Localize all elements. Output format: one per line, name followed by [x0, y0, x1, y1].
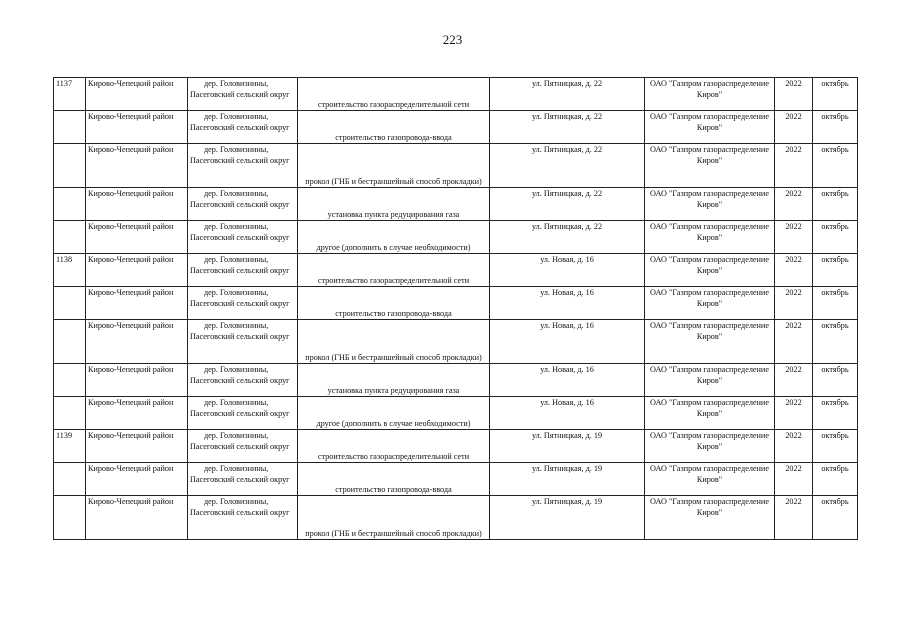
work-type-cell: строительство газопровода-ввода — [298, 287, 490, 320]
table-row — [54, 111, 858, 144]
locality-district: Пасеговский сельский округ — [190, 375, 290, 385]
table-row — [54, 430, 858, 463]
address-cell: ул. Пятницкая, д. 22 — [490, 144, 645, 188]
year-cell: 2022 — [775, 463, 813, 496]
locality-settlement: дер. Головизнины, — [204, 497, 269, 506]
month-cell: октябрь — [813, 254, 858, 287]
address-cell: ул. Пятницкая, д. 19 — [490, 463, 645, 496]
locality-settlement: дер. Головизнины, — [204, 255, 269, 264]
work-type-cell: прокол (ГНБ и бестраншейный способ прокладки) — [298, 320, 490, 364]
locality-district: Пасеговский сельский округ — [190, 331, 290, 341]
organization-cell: ОАО "Газпром газораспределение Киров" — [645, 111, 775, 144]
address-cell: ул. Новая, д. 16 — [490, 397, 645, 430]
locality-settlement: дер. Головизнины, — [204, 79, 269, 88]
month-cell: октябрь — [813, 188, 858, 221]
work-type-cell: строительство газораспределительной сети — [298, 78, 490, 111]
address-cell: ул. Новая, д. 16 — [490, 287, 645, 320]
organization-cell: ОАО "Газпром газораспределение Киров" — [645, 320, 775, 364]
locality-cell — [188, 397, 298, 430]
organization-cell: ОАО "Газпром газораспределение Киров" — [645, 254, 775, 287]
locality-district: Пасеговский сельский округ — [190, 122, 290, 132]
district-cell: Кирово-Чепецкий район — [86, 188, 188, 221]
address-cell: ул. Пятницкая, д. 22 — [490, 111, 645, 144]
object-number-cell — [54, 144, 86, 188]
district-cell: Кирово-Чепецкий район — [86, 496, 188, 540]
year-cell: 2022 — [775, 144, 813, 188]
year-cell: 2022 — [775, 287, 813, 320]
address-cell: ул. Новая, д. 16 — [490, 364, 645, 397]
locality-cell — [188, 496, 298, 540]
month-cell: октябрь — [813, 397, 858, 430]
table-row — [54, 254, 858, 287]
object-number-cell: 1137 — [54, 78, 86, 111]
locality-district: Пасеговский сельский округ — [190, 441, 290, 451]
work-type-cell: прокол (ГНБ и бестраншейный способ прокладки) — [298, 496, 490, 540]
year-cell: 2022 — [775, 221, 813, 254]
district-cell: Кирово-Чепецкий район — [86, 397, 188, 430]
district-cell: Кирово-Чепецкий район — [86, 364, 188, 397]
year-cell: 2022 — [775, 188, 813, 221]
locality-district: Пасеговский сельский округ — [190, 474, 290, 484]
object-number-cell — [54, 188, 86, 221]
work-type-cell: строительство газораспределительной сети — [298, 430, 490, 463]
month-cell: октябрь — [813, 144, 858, 188]
organization-cell: ОАО "Газпром газораспределение Киров" — [645, 397, 775, 430]
address-cell: ул. Пятницкая, д. 19 — [490, 496, 645, 540]
month-cell: октябрь — [813, 221, 858, 254]
month-cell: октябрь — [813, 111, 858, 144]
year-cell: 2022 — [775, 430, 813, 463]
locality-district: Пасеговский сельский округ — [190, 408, 290, 418]
locality-district: Пасеговский сельский округ — [190, 265, 290, 275]
locality-district: Пасеговский сельский округ — [190, 155, 290, 165]
table-row — [54, 221, 858, 254]
locality-settlement: дер. Головизнины, — [204, 464, 269, 473]
work-type-cell: установка пункта редуцирования газа — [298, 364, 490, 397]
month-cell: октябрь — [813, 430, 858, 463]
locality-district: Пасеговский сельский округ — [190, 89, 290, 99]
district-cell: Кирово-Чепецкий район — [86, 111, 188, 144]
address-cell: ул. Пятницкая, д. 22 — [490, 78, 645, 111]
table-row — [54, 496, 858, 540]
locality-settlement: дер. Головизнины, — [204, 222, 269, 231]
month-cell: октябрь — [813, 320, 858, 364]
organization-cell: ОАО "Газпром газораспределение Киров" — [645, 144, 775, 188]
locality-settlement: дер. Головизнины, — [204, 112, 269, 121]
locality-cell — [188, 463, 298, 496]
district-cell: Кирово-Чепецкий район — [86, 320, 188, 364]
table-row — [54, 188, 858, 221]
locality-cell — [188, 144, 298, 188]
year-cell: 2022 — [775, 397, 813, 430]
district-cell: Кирово-Чепецкий район — [86, 221, 188, 254]
locality-cell — [188, 188, 298, 221]
year-cell: 2022 — [775, 254, 813, 287]
month-cell: октябрь — [813, 78, 858, 111]
table-row — [54, 144, 858, 188]
district-cell: Кирово-Чепецкий район — [86, 254, 188, 287]
year-cell: 2022 — [775, 78, 813, 111]
object-number-cell — [54, 111, 86, 144]
locality-cell — [188, 254, 298, 287]
district-cell: Кирово-Чепецкий район — [86, 144, 188, 188]
locality-cell — [188, 364, 298, 397]
locality-district: Пасеговский сельский округ — [190, 298, 290, 308]
locality-district: Пасеговский сельский округ — [190, 507, 290, 517]
locality-cell — [188, 78, 298, 111]
object-number-cell — [54, 287, 86, 320]
locality-settlement: дер. Головизнины, — [204, 189, 269, 198]
organization-cell: ОАО "Газпром газораспределение Киров" — [645, 221, 775, 254]
address-cell: ул. Пятницкая, д. 22 — [490, 221, 645, 254]
table-row — [54, 320, 858, 364]
work-type-cell: строительство газопровода-ввода — [298, 111, 490, 144]
work-type-cell: другое (дополнить в случае необходимости) — [298, 221, 490, 254]
locality-cell — [188, 221, 298, 254]
address-cell: ул. Пятницкая, д. 22 — [490, 188, 645, 221]
locality-district: Пасеговский сельский округ — [190, 199, 290, 209]
work-type-cell: строительство газораспределительной сети — [298, 254, 490, 287]
address-cell: ул. Пятницкая, д. 19 — [490, 430, 645, 463]
organization-cell: ОАО "Газпром газораспределение Киров" — [645, 188, 775, 221]
object-number-cell — [54, 221, 86, 254]
address-cell: ул. Новая, д. 16 — [490, 320, 645, 364]
year-cell: 2022 — [775, 364, 813, 397]
locality-cell — [188, 320, 298, 364]
object-number-cell — [54, 463, 86, 496]
table-body — [54, 78, 858, 540]
page-number: 223 — [442, 32, 463, 47]
object-number-cell — [54, 496, 86, 540]
locality-district: Пасеговский сельский округ — [190, 232, 290, 242]
table-row — [54, 78, 858, 111]
locality-settlement: дер. Головизнины, — [204, 145, 269, 154]
month-cell: октябрь — [813, 496, 858, 540]
object-number-cell: 1138 — [54, 254, 86, 287]
month-cell: октябрь — [813, 364, 858, 397]
district-cell: Кирово-Чепецкий район — [86, 463, 188, 496]
table-row — [54, 287, 858, 320]
organization-cell: ОАО "Газпром газораспределение Киров" — [645, 463, 775, 496]
organization-cell: ОАО "Газпром газораспределение Киров" — [645, 78, 775, 111]
locality-cell — [188, 430, 298, 463]
locality-settlement: дер. Головизнины, — [204, 365, 269, 374]
month-cell: октябрь — [813, 463, 858, 496]
work-type-cell: строительство газопровода-ввода — [298, 463, 490, 496]
locality-settlement: дер. Головизнины, — [204, 431, 269, 440]
table-row — [54, 463, 858, 496]
locality-settlement: дер. Головизнины, — [204, 321, 269, 330]
locality-settlement: дер. Головизнины, — [204, 288, 269, 297]
gas-registry-table — [53, 77, 858, 540]
work-type-cell: другое (дополнить в случае необходимости) — [298, 397, 490, 430]
locality-cell — [188, 287, 298, 320]
district-cell: Кирово-Чепецкий район — [86, 78, 188, 111]
locality-settlement: дер. Головизнины, — [204, 398, 269, 407]
organization-cell: ОАО "Газпром газораспределение Киров" — [645, 496, 775, 540]
table-row — [54, 397, 858, 430]
address-cell: ул. Новая, д. 16 — [490, 254, 645, 287]
organization-cell: ОАО "Газпром газораспределение Киров" — [645, 364, 775, 397]
year-cell: 2022 — [775, 111, 813, 144]
district-cell: Кирово-Чепецкий район — [86, 430, 188, 463]
month-cell: октябрь — [813, 287, 858, 320]
district-cell: Кирово-Чепецкий район — [86, 287, 188, 320]
year-cell: 2022 — [775, 496, 813, 540]
object-number-cell — [54, 320, 86, 364]
organization-cell: ОАО "Газпром газораспределение Киров" — [645, 287, 775, 320]
year-cell: 2022 — [775, 320, 813, 364]
organization-cell: ОАО "Газпром газораспределение Киров" — [645, 430, 775, 463]
table-row — [54, 364, 858, 397]
work-type-cell: прокол (ГНБ и бестраншейный способ прокладки) — [298, 144, 490, 188]
locality-cell — [188, 111, 298, 144]
object-number-cell: 1139 — [54, 430, 86, 463]
object-number-cell — [54, 364, 86, 397]
work-type-cell: установка пункта редуцирования газа — [298, 188, 490, 221]
object-number-cell — [54, 397, 86, 430]
